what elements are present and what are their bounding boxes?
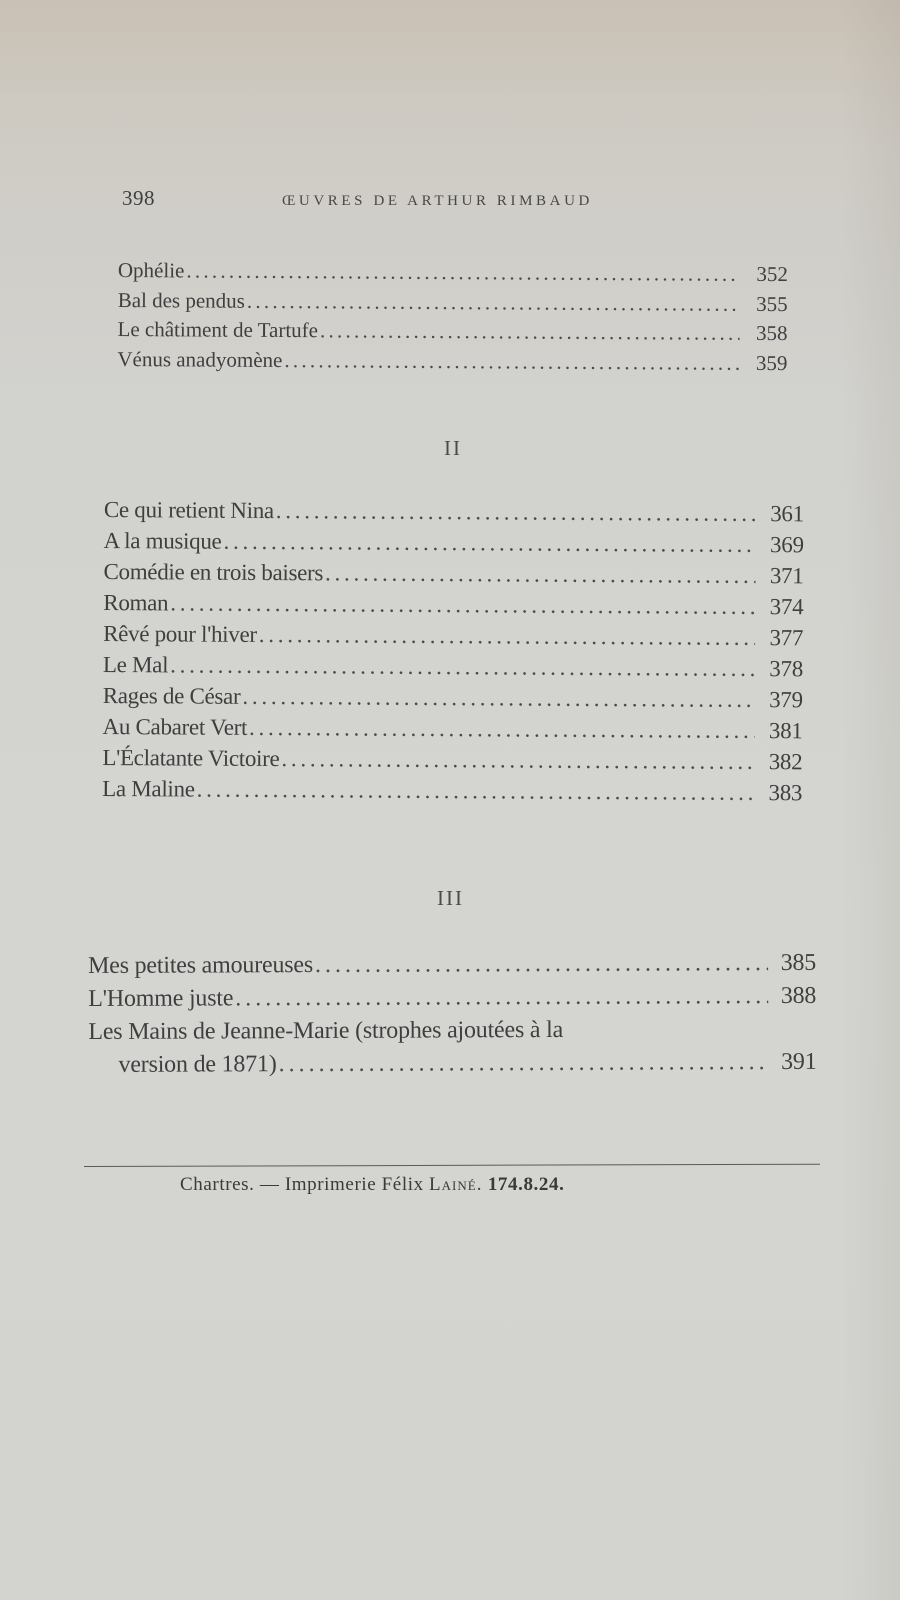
dot-leader — [170, 649, 755, 684]
entry-title: Ce qui retient Nina — [103, 496, 274, 524]
entry-page: 355 — [756, 291, 788, 316]
toc-entry — [103, 556, 803, 591]
entry-title-line-1: Les Mains de Jeanne-Marie (strophes ajoutées à la — [88, 1016, 564, 1045]
toc-entry — [103, 680, 803, 715]
page-number: 398 — [122, 186, 155, 210]
entry-page: 391 — [781, 1048, 817, 1075]
printer-imprint — [180, 1174, 564, 1196]
section-heading: II — [444, 436, 462, 460]
imprint-code: 174.8.24. — [487, 1174, 565, 1195]
entry-title: Rages de César — [102, 682, 241, 709]
entry-page: 374 — [769, 594, 804, 620]
dot-leader — [247, 286, 740, 319]
entry-title: Ophélie — [117, 257, 185, 283]
toc-section-2 — [102, 494, 804, 808]
entry-page: 379 — [769, 687, 803, 713]
entry-page: 352 — [756, 261, 788, 287]
entry-title: Le Mal — [102, 651, 169, 678]
entry-page: 382 — [768, 749, 803, 775]
dot-leader — [249, 712, 755, 746]
entry-title: Vénus anadyomène — [117, 346, 283, 372]
horizontal-rule — [84, 1164, 820, 1167]
entry-title: Mes petites amoureuses — [88, 952, 314, 979]
dot-leader — [186, 256, 740, 289]
entry-page: 381 — [768, 718, 803, 744]
toc-entry — [104, 525, 804, 560]
toc-entry — [103, 649, 803, 684]
toc-entry — [118, 285, 788, 319]
dot-leader — [281, 743, 754, 777]
dot-leader — [197, 774, 755, 808]
entry-page: 371 — [769, 563, 804, 589]
toc-entry — [102, 742, 802, 777]
dot-leader — [235, 980, 768, 1015]
toc-entry — [88, 980, 816, 1016]
book-title: ŒUVRES DE ARTHUR RIMBAUD — [282, 193, 593, 209]
toc-entry — [88, 947, 816, 983]
imprint-place: Chartres. — Imprimerie Félix — [180, 1174, 424, 1195]
entry-page: 388 — [780, 982, 817, 1009]
entry-title: L'Éclatante Victoire — [102, 744, 280, 772]
toc-section-3 — [88, 947, 817, 1082]
entry-page: 377 — [769, 625, 804, 651]
entry-title: Au Cabaret Vert — [102, 713, 248, 740]
toc-entry — [103, 618, 803, 653]
toc-entry — [118, 256, 788, 290]
entry-title: Comédie en trois baisers — [103, 558, 324, 586]
dot-leader — [170, 587, 755, 622]
toc-entry-continuation — [88, 1046, 816, 1082]
toc-entry-multiline — [88, 1013, 816, 1049]
dot-leader — [276, 495, 756, 529]
entry-title: A la musique — [103, 527, 222, 554]
toc-entry — [104, 494, 804, 529]
toc-entry — [117, 315, 787, 349]
entry-page: 359 — [755, 350, 788, 375]
toc-entry — [117, 344, 787, 378]
dot-leader — [242, 681, 755, 715]
toc-entry — [102, 711, 802, 746]
entry-page: 383 — [768, 780, 803, 806]
entry-title: Rêvé pour l'hiver — [103, 620, 257, 647]
entry-title: Bal des pendus — [117, 287, 245, 313]
running-head — [122, 186, 642, 216]
dot-leader — [284, 346, 739, 378]
entry-page: 361 — [770, 501, 804, 527]
imprint-printer: Lainé. — [429, 1174, 483, 1195]
dot-leader — [279, 1046, 769, 1081]
entry-page: 378 — [769, 656, 804, 682]
entry-title: Le châtiment de Tartufe — [117, 316, 319, 343]
entry-page: 369 — [770, 532, 804, 558]
entry-title: Roman — [103, 589, 169, 616]
dot-leader — [223, 526, 755, 560]
entry-page: 358 — [755, 320, 788, 346]
entry-title: L'Homme juste — [88, 985, 234, 1012]
dot-leader — [325, 557, 756, 591]
toc-section-1 — [117, 256, 788, 378]
entry-page: 385 — [780, 949, 817, 976]
section-heading: III — [437, 886, 464, 910]
entry-title-line-2: version de 1871) — [118, 1051, 277, 1078]
toc-entry — [102, 773, 802, 808]
dot-leader — [259, 619, 756, 653]
dot-leader — [315, 947, 768, 982]
dot-leader — [320, 316, 740, 348]
entry-title: La Maline — [102, 775, 195, 802]
toc-entry — [103, 587, 803, 622]
page-shadow — [840, 0, 900, 1600]
